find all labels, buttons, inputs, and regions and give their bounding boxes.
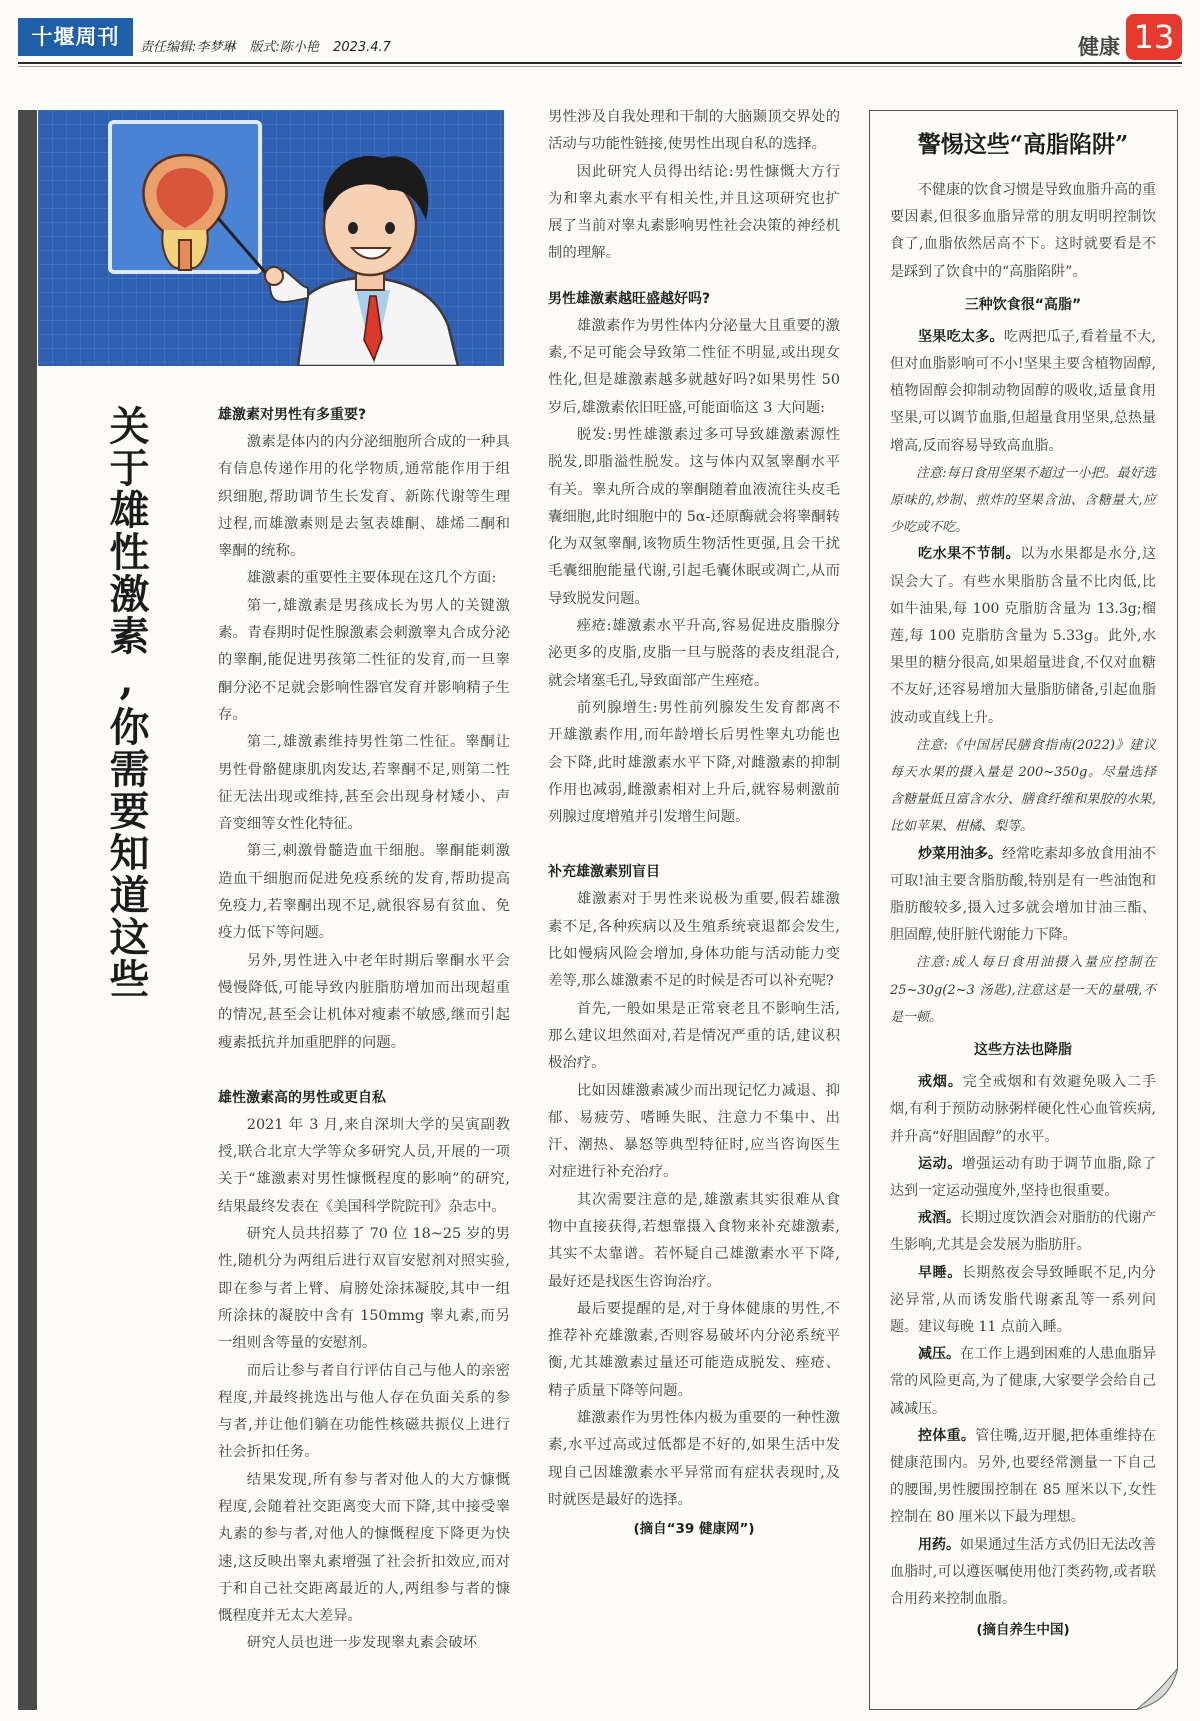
left-decor-bar <box>18 110 37 1710</box>
sidebar-note: 注意:成人每日食用油摄入量应控制在 25~30g(2~3 汤匙),注意这是一天的量哦,不是一顿。 <box>890 955 1156 1025</box>
paragraph: 男性涉及自我处理和干制的大脑颞顶交界处的活动与功能性链接,使男性出现自私的选择。 <box>548 109 840 153</box>
sidebar-note: 注意:《中国居民膳食指南(2022)》建议每天水果的摄入量是 200~350g。尽量选择含糖量低且富含水分、膳食纤维和果胶的水果,比如苹果、柑橘、梨等。 <box>890 737 1156 835</box>
sidebar-paragraph <box>890 1260 1156 1342</box>
editor-credits <box>140 36 401 55</box>
paragraph: 第三,刺激骨髓造血干细胞。睾酮能刺激造血干细胞而促进免疫系统的发育,帮助提高免疫力,若睾酮出现不足,就很容易有贫血、免疫力低下等问题。 <box>218 843 510 942</box>
header-rule <box>18 62 1182 64</box>
issue-date: 2023.4.7 <box>333 40 391 55</box>
article-title: 关于雄性激素,你需要知道这些 <box>103 405 150 1000</box>
masthead-logo: 十堰周刊 <box>18 18 133 56</box>
page-number: 13 <box>1126 14 1182 60</box>
paragraph: 比如因雄激素减少而出现记忆力减退、抑郁、易疲劳、嗜睡失眠、注意力不集中、出汗、潮热、暴怒等典型特征时,应当咨询医生对症进行补充治疗。 <box>548 1082 840 1181</box>
section-heading: 雄性激素高的男性或更自私 <box>218 1089 386 1106</box>
sidebar-paragraph <box>890 541 1156 731</box>
layout-name: 版式:陈小艳 <box>249 40 319 55</box>
header-rule-thin <box>18 66 1182 67</box>
sidebar-paragraph <box>890 1205 1156 1259</box>
sidebar-paragraph <box>890 841 1156 950</box>
section-heading: 雄激素对男性有多重要? <box>218 407 367 423</box>
paragraph: 最后要提醒的是,对于身体健康的男性,不推荐补充雄激素,否则容易破坏内分泌系统平衡,尤其雄激素过量还可能造成脱发、痤疮、精子质量下降等问题。 <box>548 1300 840 1399</box>
paragraph: 脱发:男性雄激素过多可导致雄激素源性脱发,即脂溢性脱发。这与体内双氢睾酮水平有关。睾丸所合成的睾酮随着血液流往头皮毛囊细胞,此时细胞中的 5α-还原酶就会将睾酮转化为双氢睾酮,该物质生物活性更强,且会干扰毛囊细胞能量代谢,引起毛囊休眠或凋亡,从而导致脱发问题。 <box>548 426 840 607</box>
sidebar-paragraph <box>890 1069 1156 1151</box>
paragraph: 雄激素对于男性来说极为重要,假若雄激素不足,各种疾病以及生殖系统衰退都会发生,比如慢病风险会增加,身体功能与活动能力变差等,那么雄激素不足的时候是否可以补充呢? <box>548 891 840 990</box>
paragraph: 前列腺增生:男性前列腺发生发育都离不开雄激素作用,而年龄增长后男性睾丸功能也会下降,此时雄激素水平下降,对雌激素的抑制作用也减弱,雌激素相对上升后,就容易刺激前列腺过度增殖并引发增生问题。 <box>548 699 840 826</box>
article-column-2 <box>548 104 840 1544</box>
sidebar-box <box>869 110 1178 1710</box>
paragraph: 结果发现,所有参与者对他人的大方慷慨程度,会随着社交距离变大而下降,其中接受睾丸素的参与者,对他人的慷慨程度下降更为快速,这反映出睾丸素增强了社会折扣效应,而对于和自己社交距离最近的人,两组参与者的慷慨程度并无太大差异。 <box>218 1471 510 1625</box>
section-name: 健康 <box>1078 35 1120 59</box>
doctor-prostate-illustration <box>38 110 504 366</box>
paragraph: 激素是体内的内分泌细胞所合成的一种具有信息传递作用的化学物质,通常能作用于组织细胞,帮助调节生长发育、新陈代谢等生理过程,而雄激素则是去氢表雄酮、雄烯二酮和睾酮的统称。 <box>218 434 510 560</box>
sidebar-paragraph <box>890 1423 1156 1532</box>
paragraph: 研究人员也进一步发现睾丸素会破坏 <box>246 1635 478 1652</box>
paragraph: 而后让参与者自行评估自己与他人的亲密程度,并最终挑选出与他人存在负面关系的参与者,并让他们躺在功能性核磁共振仪上进行社会折扣任务。 <box>218 1362 510 1461</box>
sidebar-intro: 不健康的饮食习惯是导致血脂升高的重要因素,但很多血脂异常的朋友明明控制饮食了,血脂依然居高不下。这时就要看是不是踩到了饮食中的“高脂陷阱”。 <box>890 182 1156 280</box>
sidebar-paragraph <box>890 1341 1156 1423</box>
item-lead: 减压。 <box>918 1346 960 1363</box>
sidebar-title: 警惕这些“高脂陷阱” <box>917 131 1129 158</box>
item-lead: 用药。 <box>918 1536 960 1553</box>
paragraph: 首先,一般如果是正常衰老且不影响生活,那么建议坦然面对,若是情况严重的话,建议积极治疗。 <box>548 1000 840 1072</box>
article-column-1 <box>218 402 510 1658</box>
paragraph: 第二,雄激素维持男性第二性征。睾酮让男性骨骼健康肌肉发达,若睾酮不足,则第二性征无法出现或维持,甚至会出现身材矮小、声音变细等女性化特征。 <box>218 734 510 833</box>
paragraph: 2021 年 3 月,来自深圳大学的吴寅副教授,联合北京大学等众多研究人员,开展的一项关于“雄激素对男性慷慨程度的影响”的研究,结果最终发表在《美国科学院院刊》杂志中。 <box>218 1116 510 1215</box>
item-lead: 早睡。 <box>918 1264 962 1281</box>
sidebar-paragraph <box>890 1151 1156 1205</box>
paragraph: 因此研究人员得出结论:男性慷慨大方行为和睾丸素水平有相关性,并且这项研究也扩展了当前对睾丸素影响男性社会决策的神经机制的理解。 <box>548 163 840 262</box>
sidebar-subheading: 这些方法也降脂 <box>974 1042 1072 1059</box>
paragraph: 雄激素作为男性体内分泌量大且重要的激素,不足可能会导致第二性征不明显,或出现女性化,但是雄激素越多就越好吗?如果男性 50 岁后,雄激素依旧旺盛,可能面临这 3 大问题: <box>548 317 840 416</box>
sidebar-subheading: 三种饮食很“高脂” <box>964 296 1082 313</box>
item-text: 以为水果都是水分,这误会大了。有些水果脂肪含量不比肉低,比如牛油果,每 100 克脂肪含量为 13.3g;榴莲,每 100 克脂肪含量为 5.33g。此外,水果里的糖分很高,如果超量进食,不仅对血糖不友好,还容易增加大量脂肪储备,引起血脂波动或直线上升。 <box>890 546 1157 726</box>
paragraph: 雄激素的重要性主要体现在这几个方面: <box>246 570 497 587</box>
item-text: 如果通过生活方式仍旧无法改善血脂时,可以遵医嘱使用他汀类药物,或者联合用药来控制血脂。 <box>890 1536 1156 1607</box>
page-curl-icon <box>1136 1668 1178 1710</box>
item-lead: 运动。 <box>918 1155 962 1172</box>
section-heading: 补充雄激素别盲目 <box>548 864 660 881</box>
item-text: 吃两把瓜子,看着量不大,但对血脂影响可不小!坚果主要含植物固醇,植物固醇会抑制动物固醇的吸收,适量食用坚果,可以调节血脂,但超量食用坚果,总热量增高,反而容易导致高血脂。 <box>890 328 1157 454</box>
paragraph: 雄激素作为男性体内极为重要的一种性激素,水平过高或过低都是不好的,如果生活中发现自己因雄激素水平异常而有症状表现时,及时就医是最好的选择。 <box>548 1410 840 1508</box>
item-lead: 戒烟。 <box>918 1074 963 1091</box>
sidebar-source: (摘自养生中国) <box>976 1622 1070 1639</box>
item-lead: 坚果吃太多。 <box>918 328 1004 345</box>
item-text: 增强运动有助于调节血脂,除了达到一定运动强度外,坚持也很重要。 <box>890 1155 1157 1199</box>
paragraph: 第一,雄激素是男孩成长为男人的关键激素。青春期时促性腺激素会刺激睾丸合成分泌的睾酮,能促进男孩第二性征的发育,而一旦睾酮分泌不足就会影响性器官发育并影响精子生存。 <box>218 597 510 723</box>
item-text: 长期熬夜会导致睡眠不足,内分泌异常,从而诱发脂代谢紊乱等一系列问题。建议每晚 11 点前入睡。 <box>890 1264 1157 1335</box>
item-text: 长期过度饮酒会对脂肪的代谢产生影响,尤其是会发展为脂肪肝。 <box>890 1210 1156 1254</box>
item-text: 在工作上遇到困难的人患血脂异常的风险更高,为了健康,大家要学会给自己减减压。 <box>890 1346 1156 1417</box>
sidebar-paragraph <box>890 324 1156 460</box>
paragraph: 其次需要注意的是,雄激素其实很难从食物中直接获得,若想靠摄入食物来补充雄激素,其实不太靠谱。若怀疑自己雄激素水平下降,最好还是找医生咨询治疗。 <box>548 1191 840 1290</box>
item-lead: 吃水果不节制。 <box>918 546 1021 563</box>
paragraph: 研究人员共招募了 70 位 18~25 岁的男性,随机分为两组后进行双盲安慰剂对照实验,即在参与者上臂、肩膀处涂抹凝胶,其中一组所涂抹的凝胶中含有 150mmg 睾丸素,而另一组则含等量的安慰剂。 <box>218 1226 510 1352</box>
paragraph: 另外,男性进入中老年时期后睾酮水平会慢慢降低,可能导致内脏脂肪增加而出现超重的情况,甚至会让机体对瘦素不敏感,继而引起瘦素抵抗并加重肥胖的问题。 <box>218 952 510 1051</box>
item-text: 管住嘴,迈开腿,把体重维持在健康范围内。另外,也要经常测量一下自己的腰围,男性腰围控制在 85 厘米以下,女性控制在 80 厘米以下最为理想。 <box>890 1427 1156 1526</box>
sidebar-note: 注意:每日食用坚果不超过一小把。最好选原味的,炒制、煎炸的坚果含油、含糖量大,应少吃或不吃。 <box>890 465 1156 536</box>
item-lead: 戒酒。 <box>918 1210 960 1227</box>
item-text: 完全戒烟和有效避免吸入二手烟,有利于预防动脉粥样硬化性心血管疾病,并升高“好胆固醇”的水平。 <box>890 1074 1157 1145</box>
item-lead: 炒菜用油多。 <box>918 845 1002 862</box>
editor-name: 责任编辑:李梦琳 <box>140 40 236 55</box>
paragraph: 痤疮:雄激素水平升高,容易促进皮脂腺分泌更多的皮脂,皮脂一旦与脱落的表皮组混合,就会堵塞毛孔,导致面部产生痤疮。 <box>548 618 840 689</box>
item-lead: 控体重。 <box>918 1427 976 1444</box>
article-source: (摘自“39 健康网”) <box>633 1521 755 1538</box>
sidebar-paragraph <box>890 1532 1156 1614</box>
section-heading: 男性雄激素越旺盛越好吗? <box>548 290 711 307</box>
item-text: 经常吃素却多放食用油不可取!油主要含脂肪酸,特别是有一些油饱和脂肪酸较多,摄入过多就会增加甘油三酯、胆固醇,使肝脏代谢能力下降。 <box>890 845 1156 944</box>
